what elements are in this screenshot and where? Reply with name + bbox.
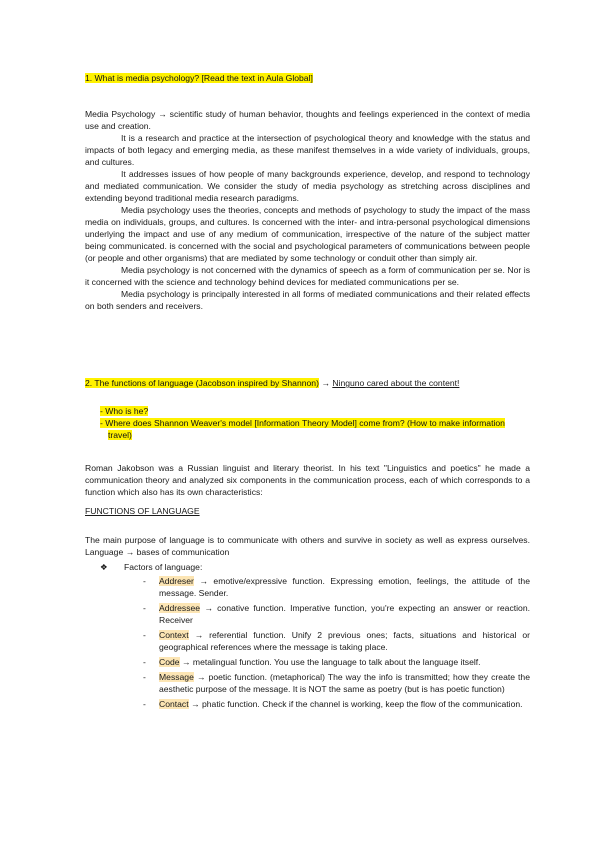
factor-term: Addressee <box>159 603 201 613</box>
factor-text: → conative function. Imperative function, you're expecting an answer or reaction. Receiver <box>159 603 530 625</box>
factor-text: → phatic function. Check if the channel is working, keep the flow of the communication. <box>188 699 523 709</box>
factor-item: - Contact → phatic function. Check if the channel is working, keep the flow of the communication. <box>143 699 523 709</box>
functions-heading: FUNCTIONS OF LANGUAGE <box>85 506 200 516</box>
paragraph-issues: It addresses issues of how people of many backgrounds experience, develop, and respond to technology and mediated communication. We consider the study of media psychology as stretching across disciplines and extending beyond traditional media research paradigms. <box>85 169 530 203</box>
factor-item: - Message → poetic function. (metaphorical) The way the info is transmitted; how they create the aesthetic purpose of the message. It is NOT the same as poetry (but is has poetic function) <box>143 672 530 694</box>
factor-text: → referential function. Unify 2 previous ones; facts, situations and historical or geographical references where the message is taking place. <box>159 630 530 652</box>
language-purpose: The main purpose of language is to communicate with others and survive in society as well as express ourselves. Language → bases of communication <box>85 535 530 557</box>
section1-heading-block <box>85 72 530 84</box>
functions-heading-block <box>85 505 530 517</box>
section2-arrow: → <box>321 378 330 388</box>
factor-item: - Code → metalingual function. You use the language to talk about the language itself. <box>143 657 481 667</box>
factors-list <box>143 575 530 710</box>
paragraph-theories: Media psychology uses the theories, concepts and methods of psychology to study the impact of the mass media on individuals, groups, and cultures. Is concerned with the inter- and intra-personal psychological dimensions underlying the impact and use of any medium of communication, irrespective of the nature of the subject matter being communicated. is concerned with the social and psychological parameters of communications between people (or people and other organisms) that are mediated by some technology or conduit other than simply air. <box>85 205 530 263</box>
factor-text: → metalingual function. You use the language to talk about the language itself. <box>179 657 481 667</box>
question-item: - Who is he? <box>100 406 149 416</box>
jakobson-intro: Roman Jakobson was a Russian linguist and literary theorist. In his text "Linguistics and poetics" he made a communication theory and analyzed six components in the communication process, each of which corresponds to a function which also has its own characteristics: <box>85 463 530 497</box>
factor-term: Context <box>159 630 189 640</box>
section1-heading: 1. What is media psychology? [Read the text in Aula Global] <box>85 73 313 83</box>
factor-term: Code <box>159 657 180 667</box>
paragraph-definition: Media Psychology → scientific study of human behavior, thoughts and feelings experienced in the context of media use and creation. <box>85 109 530 131</box>
paragraph-research: It is a research and practice at the intersection of psychological theory and knowledge with the status and impacts of both legacy and emerging media, as these manifest themselves in a wide variety of individuals, groups, and cultures. <box>85 133 530 167</box>
factor-text: → emotive/expressive function. Expressing emotion, feelings, the attitude of the message. Sender. <box>159 576 530 598</box>
section2-heading: 2. The functions of language (Jacobson inspired by Shannon) <box>85 378 319 388</box>
factor-item: - Addreser → emotive/expressive function. Expressing emotion, feelings, the attitude of the message. Sender. <box>143 576 530 598</box>
paragraph-not-concerned: Media psychology is not concerned with the dynamics of speech as a form of communication per se. Nor is it concerned with the science and technology behind devices for mediated communications per se. <box>85 265 530 287</box>
section2-note: Ninguno cared about the content! <box>332 378 460 388</box>
factor-text: → poetic function. (metaphorical) The way the info is transmitted; how they create the aesthetic purpose of the message. It is NOT the same as poetry (but is has poetic function) <box>159 672 530 694</box>
question-list <box>100 405 530 441</box>
section2-heading-block <box>85 377 530 389</box>
paragraph-interest: Media psychology is principally interested in all forms of mediated communications and their related effects on both senders and receivers. <box>85 289 530 311</box>
diamond-bullet-icon: ❖ <box>100 562 108 572</box>
factor-term: Message <box>159 672 194 682</box>
factor-item: - Addressee → conative function. Imperative function, you're expecting an answer or reaction. Receiver <box>143 603 530 625</box>
factors-label: Factors of language: <box>124 562 203 572</box>
factor-term: Addreser <box>159 576 194 586</box>
factor-item: - Context → referential function. Unify 2 previous ones; facts, situations and historical or geographical references where the message is taking place. <box>143 630 530 652</box>
factors-bullet <box>100 561 530 573</box>
question-item: - Where does Shannon Weaver's model [Information Theory Model] come from? (How to make information travel) <box>100 418 505 440</box>
factor-term: Contact <box>159 699 189 709</box>
section1-body <box>85 108 530 312</box>
